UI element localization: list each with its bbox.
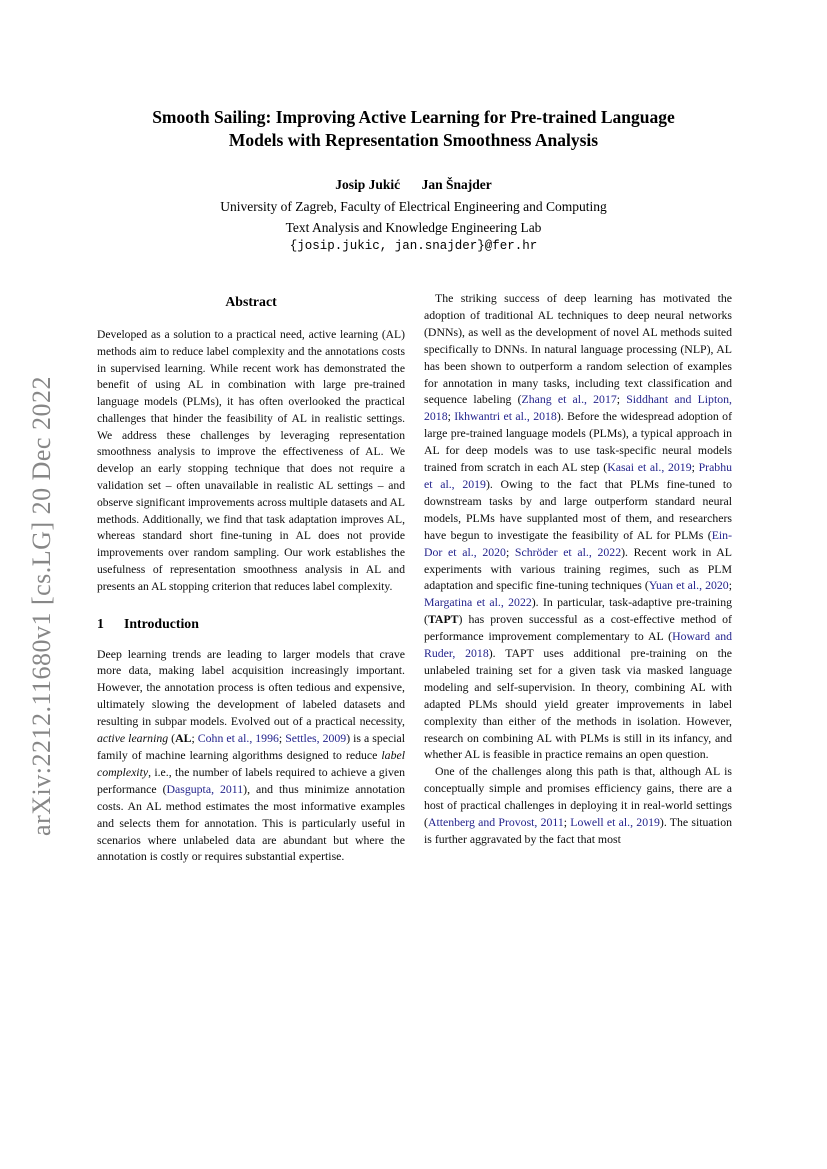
citation-link[interactable]: Prabhu et al., 2019 xyxy=(424,460,732,491)
text-segment: ). The situation is further aggravated by the fact that most xyxy=(424,815,732,846)
text-segment: ; xyxy=(191,731,198,746)
citation-link[interactable]: Lowell et al., 2019 xyxy=(570,815,660,830)
text-segment: ). TAPT uses additional pre-training on the unlabeled training set for a given task via masked language modeling and self-supervision. In theory, combining AL with adapted PLMs should yield greater improvements in label complexity than either of the methods in isolation. However, research on combining AL with PLMs is still in its infancy, and whether AL is feasible in practice remains an open question. xyxy=(424,646,732,762)
section-title: Introduction xyxy=(124,615,199,631)
arxiv-stamp: arXiv:2212.11680v1 [cs.LG] 20 Dec 2022 xyxy=(27,376,56,836)
abstract-heading: Abstract xyxy=(225,294,277,309)
citation-link[interactable]: Ein-Dor et al., 2020 xyxy=(424,527,732,559)
text-segment: ) is a special family of machine learning algorithms designed to reduce xyxy=(97,731,406,762)
citation-link[interactable]: Cohn et al., 1996 xyxy=(197,731,279,746)
citation-link[interactable]: Schröder et al., 2022 xyxy=(514,544,622,559)
citation-link[interactable]: Zhang et al., 2017 xyxy=(521,392,617,407)
citation-link[interactable]: Kasai et al., 2019 xyxy=(607,460,692,475)
text-segment: TAPT xyxy=(427,612,459,627)
text-segment: ) has proven successful as a cost-effective method of performance improvement complementary to AL ( xyxy=(424,612,732,644)
author-email: {josip.jukic, jan.snajder}@fer.hr xyxy=(289,239,538,253)
text-segment: ; xyxy=(616,392,627,407)
citation-link[interactable]: Siddhant and Lipton, 2018 xyxy=(424,392,732,424)
citation-link[interactable]: Settles, 2009 xyxy=(285,731,347,746)
section-number: 1 xyxy=(97,615,104,631)
text-segment: ( xyxy=(168,731,176,746)
text-segment: ; xyxy=(447,409,455,424)
paper-title xyxy=(84,106,744,152)
text-segment: ; xyxy=(691,460,699,475)
author-list xyxy=(0,177,827,193)
text-segment: active learning xyxy=(97,731,169,746)
text-segment: The striking success of deep learning has motivated the adoption of traditional AL techniques to deep neural networks (DNNs), as well as the development of novel AL methods suited specifically to DNNs. In natural language processing (NLP), AL has been shown to outperform a random selection of examples for annotation in many tasks, including text classification and sequence labeling ( xyxy=(424,291,732,407)
body-paragraph xyxy=(424,290,732,763)
text-segment: One of the challenges along this path is that, although AL is conceptually simple and promises efficiency gains, there are a host of practical challenges in deploying it in real-world settings ( xyxy=(424,764,732,830)
text-segment: ; xyxy=(505,544,515,559)
body-paragraph xyxy=(97,646,405,866)
text-segment: label complexity xyxy=(97,748,405,779)
text-segment: ). Recent work in AL experiments with various training regimes, such as PLM adaptation and specific fine-tuning techniques ( xyxy=(424,544,732,593)
paper-title-line-1: Smooth Sailing: Improving Active Learning for Pre-trained Language xyxy=(152,107,675,127)
author-name: Jan Šnajder xyxy=(421,177,492,192)
body-paragraph xyxy=(424,763,732,848)
citation-link[interactable]: Margatina et al., 2022 xyxy=(424,595,532,610)
text-segment: AL xyxy=(175,731,192,746)
text-segment: Developed as a solution to a practical need, active learning (AL) methods aim to reduce label complexity and the annotations costs in supervised learning. While recent work has demonstrated the benefit of using AL in combination with large pre-trained language models (PLMs), it has often overlooked the practical challenges that hinder the feasibility of AL in realistic settings. We address these challenges by leveraging representation smoothness analysis to improve the effectiveness of AL. We develop an early stopping technique that does not require a validation set – often unavailable in realistic AL settings – and observe significant improvements across multiple datasets and AL methods. Additionally, we find that task adaptation improves AL, whereas standard short fine-tuning in AL does not provide improvements over random sampling. Our work establishes the usefulness of representation smoothness analysis in AL and presents an AL stopping criterion that reduces label complexity. xyxy=(97,327,405,593)
paper-title-line-2: Models with Representation Smoothness Analysis xyxy=(228,130,599,150)
right-column xyxy=(424,290,732,848)
citation-link[interactable]: Dasgupta, 2011 xyxy=(166,781,244,796)
text-segment: ; xyxy=(728,578,732,593)
affiliation-line: University of Zagreb, Faculty of Electrical Engineering and Computing xyxy=(220,199,607,214)
citation-link[interactable]: Attenberg and Provost, 2011 xyxy=(427,815,564,830)
left-column xyxy=(97,290,405,865)
affiliation-line: Text Analysis and Knowledge Engineering Lab xyxy=(285,220,542,235)
section-heading-introduction xyxy=(97,616,405,633)
author-name: Josip Jukić xyxy=(335,177,401,192)
text-segment: Deep learning trends are leading to larger models that crave more data, making label acquisition increasingly important. However, the annotation process is often tedious and expensive, ultimately slowing the development of labeled datasets and resulting in subpar models. Evolved out of a practical necessity, xyxy=(97,646,405,729)
text-segment: ). In particular, task-adaptive pre-training ( xyxy=(424,595,732,627)
text-segment: ; xyxy=(563,815,571,830)
citation-link[interactable]: Yuan et al., 2020 xyxy=(648,578,729,593)
citation-link[interactable]: Howard and Ruder, 2018 xyxy=(424,629,733,661)
text-segment: ; xyxy=(278,731,286,746)
text-segment: ). Before the widespread adoption of large pre-trained language models (PLMs), a typical approach in AL for deep models was to use task-specific neural models trained from scratch in each AL step ( xyxy=(424,409,732,475)
citation-link[interactable]: Ikhwantri et al., 2018 xyxy=(454,409,557,424)
text-segment: ). Owing to the fact that PLMs fine-tuned to downstream tasks by and large outperform standard neural models, PLMs have supplanted most of them, and researchers have begun to investigate the feasibility of AL for PLMs ( xyxy=(424,476,733,542)
text-segment: ), and thus minimize annotation costs. An AL method estimates the most informative examples and selects them for annotation. This is particularly useful in scenarios where unlabeled data are abundant but where the annotation is costly or requires substantial expertise. xyxy=(97,781,405,864)
abstract-text xyxy=(97,327,405,596)
text-segment: , i.e., the number of labels required to achieve a given performance ( xyxy=(97,764,405,796)
